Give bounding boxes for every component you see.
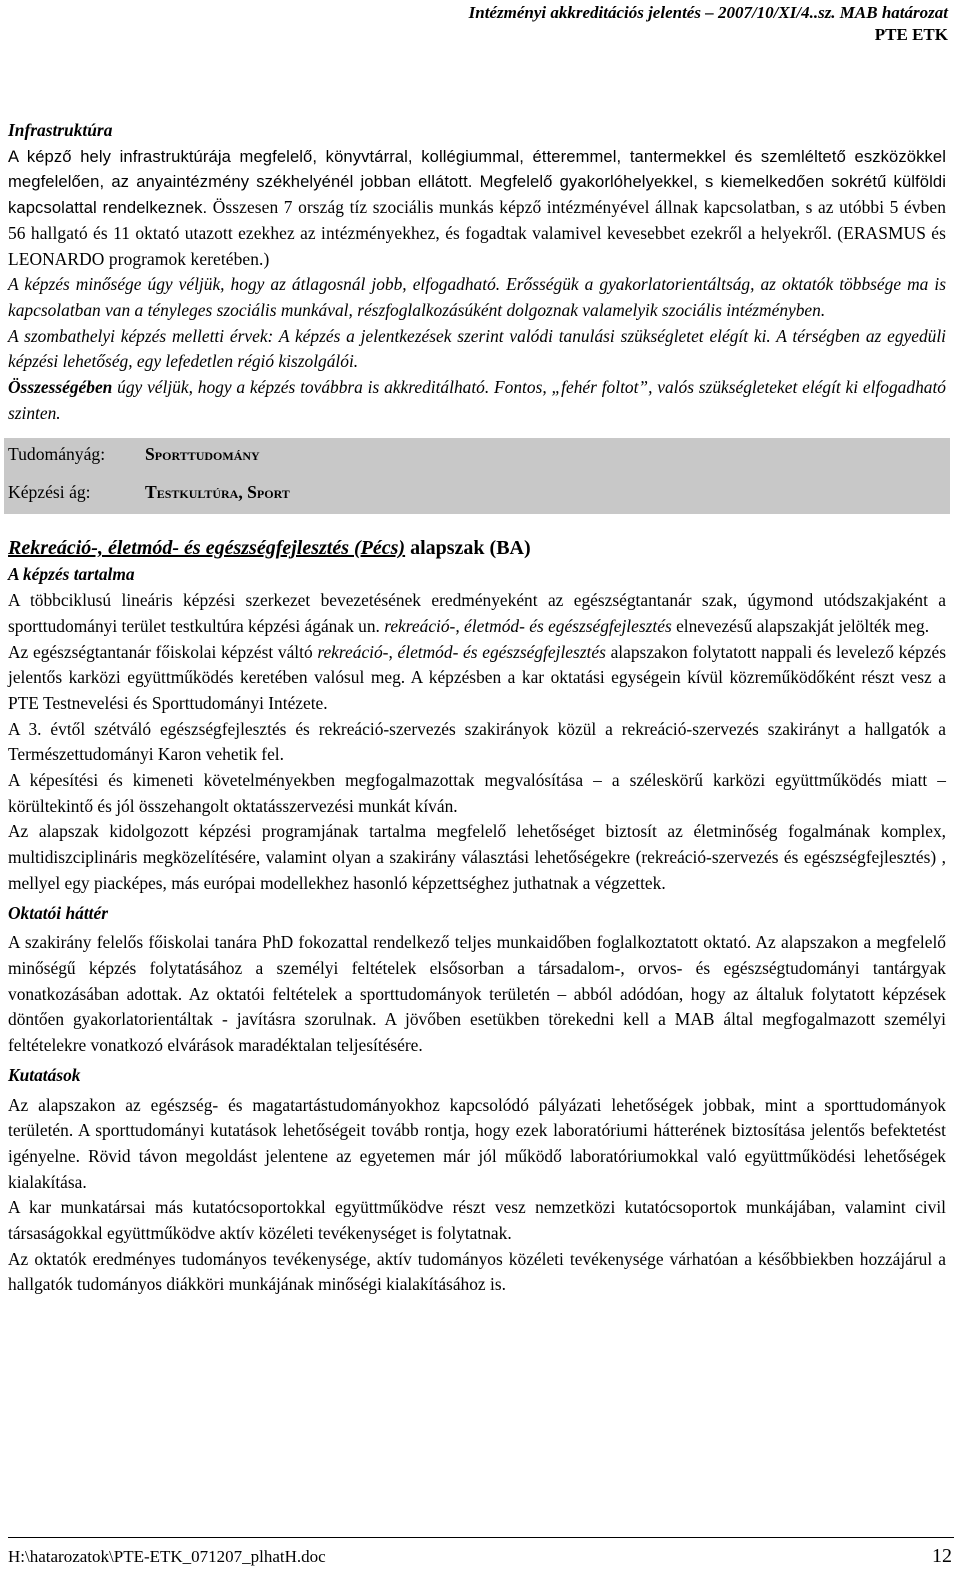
footer-divider: [8, 1537, 954, 1538]
field-label: Tudományág:: [8, 444, 106, 465]
paragraph-quality: [8, 272, 946, 323]
paragraph-content-5: Az alapszak kidolgozott képzési programjának tartalma megfelelő lehetőséget biztosít az életminőség fogalmának komplex, multidiszciplináris megközelítésére, valamint olyan a szakirány választási lehetőségekre (rekreáció-szervezés és egészségfejlesztés) , mellyel egy piacképes, más európai modellekhez hasonló képzettséghez juthatnak a végzettek.: [8, 821, 946, 893]
paragraph-szombathely-arguments: A szombathelyi képzés melletti érvek: A képzés a jelentkezések szerint valódi tanulási szükségletet elégít ki. A térségben az egyedüli képzési lehetőség, egy lefedetlen régió kiszolgálói.: [8, 325, 946, 372]
program-title-level: alapszak (BA): [405, 537, 531, 560]
text-content-1b: rekreáció-, életmód- és egészségfejlesztés: [384, 615, 672, 636]
field-value: Sporttudomány: [145, 444, 260, 465]
text-summary-lead: Összességében: [8, 377, 113, 398]
text-quality-strengths: Erősségük a gyakorlatorientáltság, az oktatók többsége ma is kapcsolatban van a tényleges szociális munkával, részfoglalkozásúként dolgoznak valamelyik szociális intézményben.: [8, 274, 946, 320]
text-content-1a: A többciklusú lineáris képzési szerkezet bevezetésének eredményeként az egészségtantanár szak, úgymond utódszakjaként a sporttudományi terület testkultúra képzési ágának un.: [8, 590, 946, 636]
text-infra-partners: Összesen 7 ország tíz szociális munkás képző intézményével állnak kapcsolatban, s az utóbbi 5 évben 56 hallgató és 11 oktató utazott ezekhez az intézményekhez, és fogadtak valamivel kevesebbet ezekről a helyekről. (ERASMUS és LEONARDO programok keretében.): [8, 197, 946, 269]
paragraph-research-1: Az alapszakon az egészség- és magatartástudományokhoz kapcsolódó pályázati lehetőségek jobbak, mint a sporttudományok területén. A sporttudományi kutatások lehetőségeit tovább rontja, hogy ezek laboratóriumi hátterének biztosítása jelentős befektetést igényelne. Rövid távon megoldást jelentene az egyetemen már jól működő laboratóriumokkal való együttműködési lehetőségek kialakítása.: [8, 1094, 946, 1192]
branch-label: Képzési ág:: [8, 482, 91, 503]
text-quality-assessment: A képzés minősége úgy véljük, hogy az átlagosnál jobb, elfogadható.: [8, 274, 501, 295]
paragraph-summary: [8, 375, 946, 426]
text-content-1c: elnevezésű alapszakját jelölték meg.: [671, 615, 930, 636]
branch-row: [8, 482, 290, 503]
paragraph-content-4: A képesítési és kimeneti követelményekben megfogalmazottak megvalósítása – a széleskörű karközi együttműködés miatt – körültekintő és jól összehangolt oktatásszervezési munkát kíván.: [8, 770, 946, 816]
program-title: [8, 534, 946, 562]
section-heading-research: Kutatások: [8, 1064, 81, 1085]
paragraph-content-2: [8, 640, 946, 717]
discipline-band: [4, 438, 950, 514]
header-institution: PTE ETK: [874, 25, 948, 44]
branch-value: Testkultúra, Sport: [145, 482, 290, 503]
text-content-2a: Az egészségtantanár főiskolai képzést váltó: [8, 641, 318, 662]
paragraph-content-1: [8, 588, 946, 639]
page-header: [469, 2, 948, 46]
section-heading-staff: Oktatói háttér: [8, 902, 109, 923]
section-heading-infrastructure: Infrastruktúra: [8, 120, 113, 140]
text-content-2c: alapszakon folytatott nappali és levelező képzés jelentős karközi együttműködés keretében valósul meg. A képzésben a kar oktatási egységein kívül közreműködőként részt vesz a PTE Testnevelési és Sporttudományi Intézete.: [8, 641, 946, 713]
page-number: 12: [932, 1545, 952, 1567]
document-body: [8, 118, 946, 1298]
text-content-2b: rekreáció-, életmód- és egészségfejlesztés: [317, 641, 606, 662]
header-report-title: Intézményi akkreditációs jelentés – 2007/10/XI/4..sz. MAB határozat: [468, 3, 948, 22]
field-row: [8, 444, 260, 465]
paragraph-content-3: A 3. évtől szétváló egészségfejlesztés és rekreáció-szervezés szakirányok közül a rekreáció-szervezés szakirányt a hallgatók a Természettudományi Karon vehetik fel.: [8, 718, 946, 765]
footer-file-path: H:\hatarozatok\PTE-ETK_071207_plhatH.doc: [8, 1547, 326, 1566]
paragraph-research-2: A kar munkatársai más kutatócsoportokkal együttműködve részt vesz nemzetközi kutatócsoportok munkájában, valamint civil társaságokkal együttműködve aktív közéleti tevékenységet is folytatnak.: [8, 1197, 946, 1244]
text-summary-body: úgy véljük, hogy a képzés továbbra is akkreditálható. Fontos, „fehér foltot”, valós szükségleteket elégít ki elfogadható szinten.: [8, 377, 946, 423]
paragraph-research-3: Az oktatók eredményes tudományos tevékenysége, aktív tudományos közéleti tevékenysége várhatóan a későbbiekben hozzájárul a hallgatók tudományos diákköri munkájának minőségi kialakításához is.: [8, 1248, 946, 1295]
section-heading-content: A képzés tartalma: [8, 564, 135, 585]
paragraph-infrastructure: [8, 144, 946, 273]
text-infra-facilities: A képző hely infrastruktúrája megfelelő, könyvtárral, kollégiummal, étteremmel, tantermekkel és szemléltető eszközökkel megfelelően, az anyaintézmény székhelyénél jobban ellátott. Megfelelő gyakorlóhelyekkel, s kiemelkedően sokrétű külföldi kapcsolattal rendelkeznek.: [8, 146, 946, 218]
paragraph-staff: A szakirány felelős főiskolai tanára PhD fokozattal rendelkező teljes munkaidőben foglalkoztatott oktató. Az alapszakon a megfelelő minőségű képzés folytatásához a személyi feltételek elsősorban a társadalom-, orvos- és egészségtudományi tantárgyak vonatkozásában adottak. Az oktatói feltételek a sporttudományok területén – abból adódóan, hogy az általuk folytatott képzések döntően gyakorlatorientáltak - javításra szorulnak. A jövőben esetükben törekedni kell a MAB által megfogalmazott személyi feltételekre vonatkozó elvárások maradéktalan teljesítésére.: [8, 932, 946, 1056]
program-title-name: Rekreáció-, életmód- és egészségfejlesztés (Pécs): [8, 537, 406, 560]
